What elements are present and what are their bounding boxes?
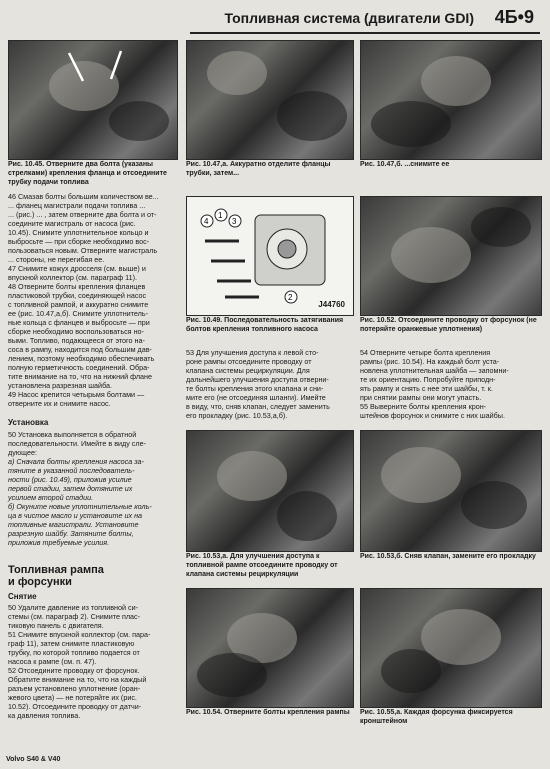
line: стемы (см. параграф 2). Снимите плас-: [8, 612, 141, 621]
caption-10-52: Рис. 10.52. Отсоедините проводку от форсунок (не потеряйте оранжевые уплотнения): [360, 317, 537, 333]
photo-10-55a: [360, 588, 542, 708]
middle-text-b: [360, 348, 540, 420]
line: ять рампу и снять с нее эти шайбы, т. к.: [360, 384, 493, 393]
line: рампы (рис. 10.54). На каждый болт уста-: [360, 357, 500, 366]
line: новлена уплотнительная шайба — запомни-: [360, 366, 509, 375]
line: лением, поэтому необходимо обеспечивать: [8, 354, 155, 363]
line: ... фланец магистрали подачи топлива ...: [8, 201, 146, 210]
line: штейнов форсунок и снимите с них шайбы.: [360, 411, 505, 420]
photo-10-52: [360, 196, 542, 316]
photo-10-53a: [186, 430, 354, 552]
photo-10-53b: [360, 430, 542, 552]
line: 48 Отверните болты крепления фланцев: [8, 282, 146, 291]
line: соса в рампу, находится под большим дав-: [8, 345, 152, 354]
line: последовательности. Имейте в виду сле-: [8, 439, 146, 448]
middle-text-a: [186, 348, 352, 420]
line: мите его (не отсоединяя шланги). Имейте: [186, 393, 326, 402]
caption-10-55a: Рис. 10.55,а. Каждая форсунка фиксируется кронштейном: [360, 709, 513, 725]
line: 49 Насос крепится четырьмя болтами —: [8, 390, 145, 399]
line: усилием второй стадии.: [8, 493, 94, 502]
caption-10-45: Рис. 10.45. Отверните два болта (указаны стрелками) крепления фланца и отсоедините трубку подачи топлива: [8, 161, 167, 186]
callout-3: 3: [232, 217, 237, 226]
line: граф 11), затем снимите пластиковую: [8, 639, 135, 648]
line: б) Окуните новые уплотнительные коль-: [8, 502, 152, 511]
caption-10-49: Рис. 10.49. Последовательность затягивания болтов крепления топливного насоса: [186, 317, 344, 333]
line: трубку, по которой топливо подается от: [8, 648, 140, 657]
section-heading-line2: и форсунки: [8, 576, 72, 588]
line: разъем установлено уплотнение (оран-: [8, 684, 141, 693]
caption-10-47a: Рис. 10.47,а. Аккуратно отделите фланцы трубки, затем...: [186, 161, 331, 177]
photo-10-47a: [186, 40, 354, 160]
line: выми. Топливо, подающееся от этого на-: [8, 336, 145, 345]
section-heading-line1: Топливная рампа: [8, 564, 104, 576]
line: 55 Выверните болты крепления крон-: [360, 402, 487, 411]
callout-1: 1: [218, 211, 223, 220]
caption-10-53a: Рис. 10.53,а. Для улучшения доступа к топливной рампе отсоедините проводку от клапана системы рециркуляции: [186, 553, 338, 578]
line: те их ориентацию. Попробуйте приподн-: [360, 375, 496, 384]
line: сборке необходимо воспользоваться но-: [8, 327, 144, 336]
line: 52 Отсоедините проводку от форсунок.: [8, 666, 140, 675]
left-column-text: [8, 192, 180, 408]
line: дальнейшего улучшения доступа отверни-: [186, 375, 329, 384]
install-text: [8, 430, 180, 547]
line: ные кольца с фланцев и выбросьте — при: [8, 318, 150, 327]
line: тите внимание на то, что на нижний флане: [8, 372, 153, 381]
install-heading: Установка: [8, 418, 49, 427]
line: с топливной рампой, и аккуратно снимите: [8, 300, 149, 309]
line: ности (рис. 10.49), приложив усилие: [8, 475, 132, 484]
line: первой стадии, затем дотяните их: [8, 484, 133, 493]
photo-10-47b: [360, 40, 542, 160]
line: 53 Для улучшения доступа к левой сто-: [186, 348, 319, 357]
line: впускной коллектор (см. параграф 11).: [8, 273, 138, 282]
line: соедините магистраль от насоса (рис.: [8, 219, 136, 228]
page-number: 4Б•9: [494, 7, 534, 27]
footer-text: Volvo S40 & V40: [6, 756, 61, 763]
line: его прокладку (рис. 10.53,а,б).: [186, 411, 288, 420]
section-text: [8, 603, 180, 720]
caption-10-47b: Рис. 10.47,б. ...снимите ее: [360, 161, 450, 168]
line: ... (рис.) ... , затем отверните два болта и от-: [8, 210, 157, 219]
line: разрезную шайбу. Затяните болты,: [8, 529, 134, 538]
line: 50 Установка выполняется в обратной: [8, 430, 137, 439]
diagram-code: J44760: [318, 300, 345, 309]
line: тяните в указанной последователь-: [8, 466, 135, 475]
removal-heading: Снятие: [8, 592, 37, 601]
line: установлена разрезная шайба.: [8, 381, 113, 390]
line: выбросьте — при сборке необходимо вос-: [8, 237, 150, 246]
line: пластиковой трубки, соединяющей насос: [8, 291, 147, 300]
arrow-icons: [9, 41, 177, 159]
caption-10-53b: Рис. 10.53,б. Сняв клапан, замените его прокладку: [360, 553, 536, 560]
line: при снятии рампы они могут упасть.: [360, 393, 482, 402]
line: Обратите внимание на то, что на каждый: [8, 675, 147, 684]
line: 47 Снимите кожух дросселя (см. выше) и: [8, 264, 146, 273]
line: те болты крепления этого клапана и сни-: [186, 384, 324, 393]
line: ца в чистое масло и установите их на: [8, 511, 143, 520]
line: ка давления топлива.: [8, 711, 81, 720]
line: 54 Отверните четыре болта крепления: [360, 348, 491, 357]
line: насоса к рампе (см. п. 47).: [8, 657, 97, 666]
line: тиковую панель с двигателя.: [8, 621, 104, 630]
line: полную герметичность соединений. Обра-: [8, 363, 150, 372]
callout-2: 2: [288, 293, 293, 302]
line: пользоваться новым. Отверните магистраль: [8, 246, 158, 255]
photo-10-45: [8, 40, 178, 160]
page-header: [190, 6, 540, 32]
line: приложив требуемые усилия.: [8, 538, 110, 547]
line: клапана системы рециркуляции. Для: [186, 366, 310, 375]
line: ее (рис. 10.47,а,б). Снимите уплотнитель-: [8, 309, 148, 318]
diagram-10-49: [186, 196, 354, 316]
line: 50 Удалите давление из топливной си-: [8, 603, 139, 612]
line: а) Сначала болты крепления насоса за-: [8, 457, 144, 466]
callout-4: 4: [204, 217, 209, 226]
header-rule: [190, 32, 540, 34]
pump-diagram: [187, 197, 353, 315]
line: в виду, что, сняв клапан, следует заменить: [186, 402, 330, 411]
line: 46 Смазав болты большим количеством ве...: [8, 192, 159, 201]
line: роне рампы отсоедините проводку от: [186, 357, 312, 366]
line: ... стороны, не перегибая ее.: [8, 255, 105, 264]
line: топливные магистрали. Установите: [8, 520, 139, 529]
line: 51 Снимите впускной коллектор (см. пара-: [8, 630, 151, 639]
line: 10.52). Отсоедините проводку от датчи-: [8, 702, 142, 711]
line: 10.45). Снимите уплотнительное кольцо и: [8, 228, 149, 237]
photo-10-54: [186, 588, 354, 708]
section-heading: [8, 564, 104, 588]
line: жевого цвета) — не потеряйте их (рис.: [8, 693, 137, 702]
caption-10-54: Рис. 10.54. Отверните болты крепления рампы: [186, 709, 350, 716]
page-title: Топливная система (двигатели GDI): [224, 10, 474, 26]
line: дующее:: [8, 448, 38, 457]
line: отверните их и снимите насос.: [8, 399, 111, 408]
